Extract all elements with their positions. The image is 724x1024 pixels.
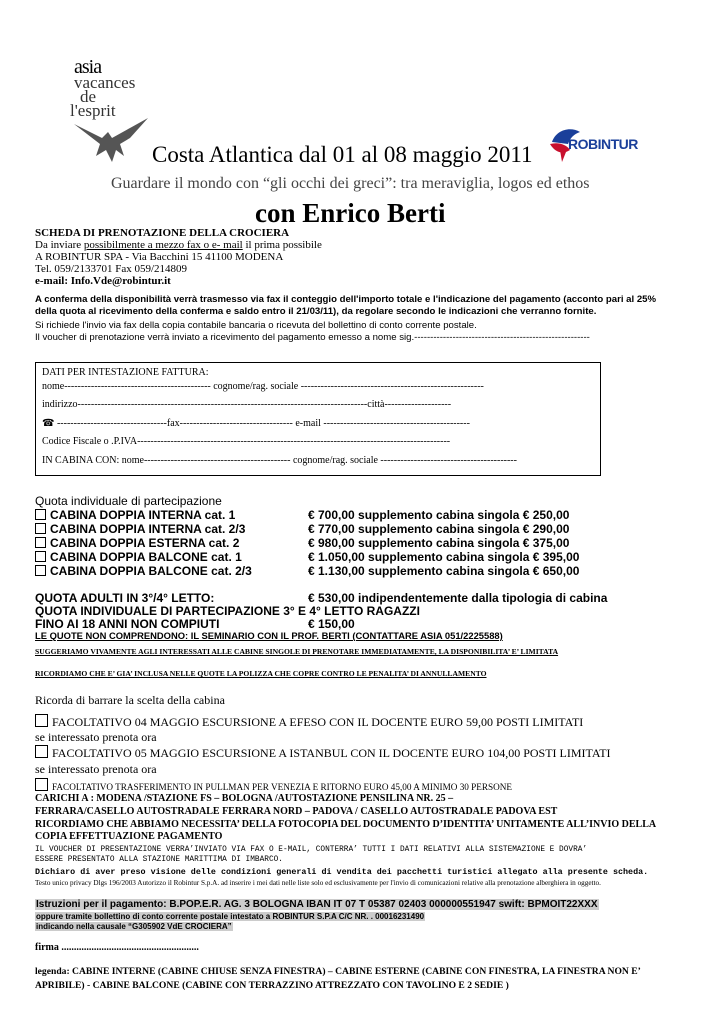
robintur-logo [548, 126, 658, 166]
option-istanbul-note: se interessato prenota ora [35, 762, 157, 776]
voucher-note-2: ESSERE PRESENTATO ALLA STAZIONE MARITTIMA DI IMBARCO. [35, 856, 283, 864]
cabin-option[interactable] [35, 564, 252, 578]
notice-line-3: Si richiede l'invio via fax della copia contabile bancaria o ricevuta del bollettino di conto corrente postale. [35, 320, 477, 331]
notice-line-2: della quota al ricevimento della conferma e saldo entro il 21/03/11), da regolare secondo le indicazioni che verranno fornite. [35, 306, 597, 317]
eagle-icon [72, 116, 150, 164]
kids-quota-value: € 150,00 [308, 617, 355, 631]
speaker-heading: con Enrico Berti [255, 198, 446, 228]
option-efeso[interactable] [35, 714, 583, 730]
cabin-label: CABINA DOPPIA BALCONE cat. 1 [50, 550, 242, 564]
invoice-cabinmate-field[interactable]: IN CABINA CON: nome-------------------------------------------- cognome/rag. sociale ----------------------------------------- [42, 455, 517, 466]
notice-line-4: Il voucher di prenotazione verrà inviato a ricevimento del pagamento emesso a nome sig.------------------------------------------------------- [35, 332, 590, 343]
cabin-price: € 1.130,00 supplemento cabina singola € 650,00 [308, 564, 580, 578]
email-link[interactable]: e-mail: Info.Vde@robintur.it [35, 275, 171, 287]
single-cabin-advice: SUGGERIAMO VIVAMENTE AGLI INTERESSATI ALLE CABINE SINGOLE DI PRENOTARE IMMEDIATAMENTE, LA DISPONIBILITA’ E’ LIMITATA [35, 647, 559, 656]
cabin-option[interactable] [35, 536, 239, 550]
id-doc-note-1: RICORDIAMO CHE ABBIAMO NECESSITA’ DELLA FOTOCOPIA DEL DOCUMENTO D’IDENTITA’ UNITAMENTE ALL’INVIO DELLA [35, 819, 657, 830]
cabin-option[interactable] [35, 508, 235, 522]
send-instructions [35, 239, 322, 251]
kids-quota-line: QUOTA INDIVIDUALE DI PARTECIPAZIONE 3° E 4° LETTO RAGAZZI [35, 604, 420, 618]
transfer-stops-2: FERRARA/CASELLO AUTOSTRADALE FERRARA NORD – PADOVA / CASELLO AUTOSTRADALE PADOVA EST [35, 806, 558, 817]
option-transfer-label: FACOLTATIVO TRASFERIMENTO IN PULLMAN PER VENEZIA E RITORNO EURO 45,00 A MINIMO 30 PERSONE [52, 782, 513, 792]
checkbox-icon[interactable] [35, 778, 48, 791]
option-efeso-label: FACOLTATIVO 04 MAGGIO ESCURSIONE A EFESO CON IL DOCENTE EURO 59,00 POSTI LIMITATI [52, 715, 584, 729]
checkbox-icon[interactable] [35, 551, 46, 562]
checkbox-icon[interactable] [35, 565, 46, 576]
insurance-note: RICORDIAMO CHE E’ GIA’ INCLUSA NELLE QUOTE LA POLIZZA CHE COPRE CONTRO LE PENALITA’ DI ANNULLAMENTO [35, 669, 487, 678]
invoice-phone-field[interactable] [42, 418, 470, 429]
transfer-stops-1: CARICHI A : MODENA /STAZIONE FS – BOLOGNA /AUTOSTAZIONE PENSILINA NR. 25 – [35, 793, 454, 804]
logo-line-2: vacances [74, 73, 136, 92]
option-istanbul[interactable] [35, 745, 611, 761]
logo-line-1: asia [74, 56, 102, 78]
checkbox-icon[interactable] [35, 714, 48, 727]
cabin-price: € 770,00 supplemento cabina singola € 290,00 [308, 522, 570, 536]
invoice-box [35, 362, 601, 476]
brand-name: ROBINTUR [568, 136, 638, 152]
kids-quota-label: FINO AI 18 ANNI NON COMPIUTI [35, 617, 220, 631]
checkbox-icon[interactable] [35, 509, 46, 520]
send-text-a: Da inviare [35, 239, 84, 251]
cabin-price: € 1.050,00 supplemento cabina singola € 395,00 [308, 550, 580, 564]
invoice-tax-field[interactable]: Codice Fiscale o .P.IVA---------------------------------------------------------------------------------------------- [42, 436, 451, 447]
terms-declaration: Dichiaro di aver preso visione delle condizioni generali di vendita dei pacchetti turistici allegato alla presente scheda. [35, 867, 649, 877]
privacy-note: Testo unico privacy Dlgs 196/2003 Autorizzo il Robintur S.p.A. ad inserire i mei dati nelle liste solo ed esclusivamente per l'invio di comunicazioni relative alla prenotazione alberghiera in oggetto. [35, 879, 601, 887]
cabin-label: CABINA DOPPIA BALCONE cat. 2/3 [50, 564, 252, 578]
option-istanbul-label: FACOLTATIVO 05 MAGGIO ESCURSIONE A ISTANBUL CON IL DOCENTE EURO 104,00 POSTI LIMITATI [52, 746, 611, 760]
phone-fax: Tel. 059/2133701 Fax 059/214809 [35, 263, 188, 275]
notice-line-1: A conferma della disponibilità verrà trasmesso via fax il conteggio dell'importo totale e l'indicazione del pagamento (acconto pari al 25% [35, 294, 657, 305]
payment-instructions: Istruzioni per il pagamento: B.POP.E.R. AG. 3 BOLOGNA IBAN IT 07 T 05387 02403 000000551947 swift: BPMOIT22XXX [36, 899, 598, 910]
payment-reference: indicando nella causale “G305902 VdE CROCIERA” [36, 922, 232, 931]
adult-quota-label: QUOTA ADULTI IN 3°/4° LETTO: [35, 591, 215, 605]
send-text-b: possibilmente a mezzo fax o e- mail [83, 239, 243, 251]
phone-icon: ☎ [42, 418, 55, 429]
postal-payment: oppure tramite bollettino di conto corrente postale intestato a ROBINTUR S.P.A C/C NR. . 00016231490 [36, 912, 425, 921]
id-doc-note-2: COPIA EFFETTUAZIONE PAGAMENTO [35, 831, 223, 842]
form-heading: SCHEDA DI PRENOTAZIONE DELLA CROCIERA [35, 227, 290, 239]
page-subtitle: Guardare il mondo con “gli occhi dei greci”: tra meraviglia, logos ed ethos [111, 175, 590, 192]
option-transfer[interactable] [35, 778, 512, 792]
send-text-c: il prima possibile [242, 239, 322, 251]
invoice-name-field[interactable]: nome-------------------------------------------- cognome/rag. sociale ------------------------------------------------------- [42, 381, 484, 392]
page-title: Costa Atlantica dal 01 al 08 maggio 2011 [152, 142, 533, 167]
option-efeso-note: se interessato prenota ora [35, 730, 157, 744]
checkbox-icon[interactable] [35, 537, 46, 548]
cabin-label: CABINA DOPPIA ESTERNA cat. 2 [50, 536, 240, 550]
invoice-title: DATI PER INTESTAZIONE FATTURA: [42, 367, 209, 378]
asia-logo [60, 58, 150, 168]
cabin-option[interactable] [35, 550, 242, 564]
adult-quota-value: € 530,00 indipendentemente dalla tipologia di cabina [308, 591, 608, 605]
invoice-phone-line: ---------------------------------fax---------------------------------- e-mail -------------------------------------------- [54, 418, 470, 429]
logo-line-4: l'esprit [70, 101, 116, 120]
excluded-note: LE QUOTE NON COMPRENDONO: IL SEMINARIO CON IL PROF. BERTI (CONTATTARE ASIA 051/2225588) [35, 630, 503, 641]
cabin-price: € 980,00 supplemento cabina singola € 375,00 [308, 536, 570, 550]
voucher-note-1: IL VOUCHER DI PRESENTAZIONE VERRA’INVIATO VIA FAX O E-MAIL, CONTERRA’ TUTTI I DATI RELATIVI ALLA SISTEMAZIONE E DOVRA’ [35, 846, 588, 854]
remember-note: Ricorda di barrare la scelta della cabina [35, 693, 225, 707]
legend-line-2: APRIBILE) - CABINE BALCONE (CABINE CON TERRAZZINO ATTREZZATO CON TAVOLINO E 2 SEDIE ) [35, 980, 509, 991]
address: A ROBINTUR SPA - Via Bacchini 15 41100 MODENA [35, 251, 284, 263]
checkbox-icon[interactable] [35, 745, 48, 758]
signature-field[interactable]: firma ....................................................... [35, 942, 199, 953]
invoice-address-field[interactable]: indirizzo---------------------------------------------------------------------------------------città-------------------- [42, 399, 452, 410]
legend-line-1: legenda: CABINE INTERNE (CABINE CHIUSE SENZA FINESTRA) – CABINE ESTERNE (CABINE CON FINESTRA, LA FINESTRA NON E’ [35, 966, 641, 977]
quota-heading: Quota individuale di partecipazione [35, 494, 222, 508]
logo-line-3: de [80, 87, 97, 106]
cabin-label: CABINA DOPPIA INTERNA cat. 2/3 [50, 522, 246, 536]
cabin-price: € 700,00 supplemento cabina singola € 250,00 [308, 508, 570, 522]
checkbox-icon[interactable] [35, 523, 46, 534]
cabin-label: CABINA DOPPIA INTERNA cat. 1 [50, 508, 236, 522]
cabin-option[interactable] [35, 522, 245, 536]
